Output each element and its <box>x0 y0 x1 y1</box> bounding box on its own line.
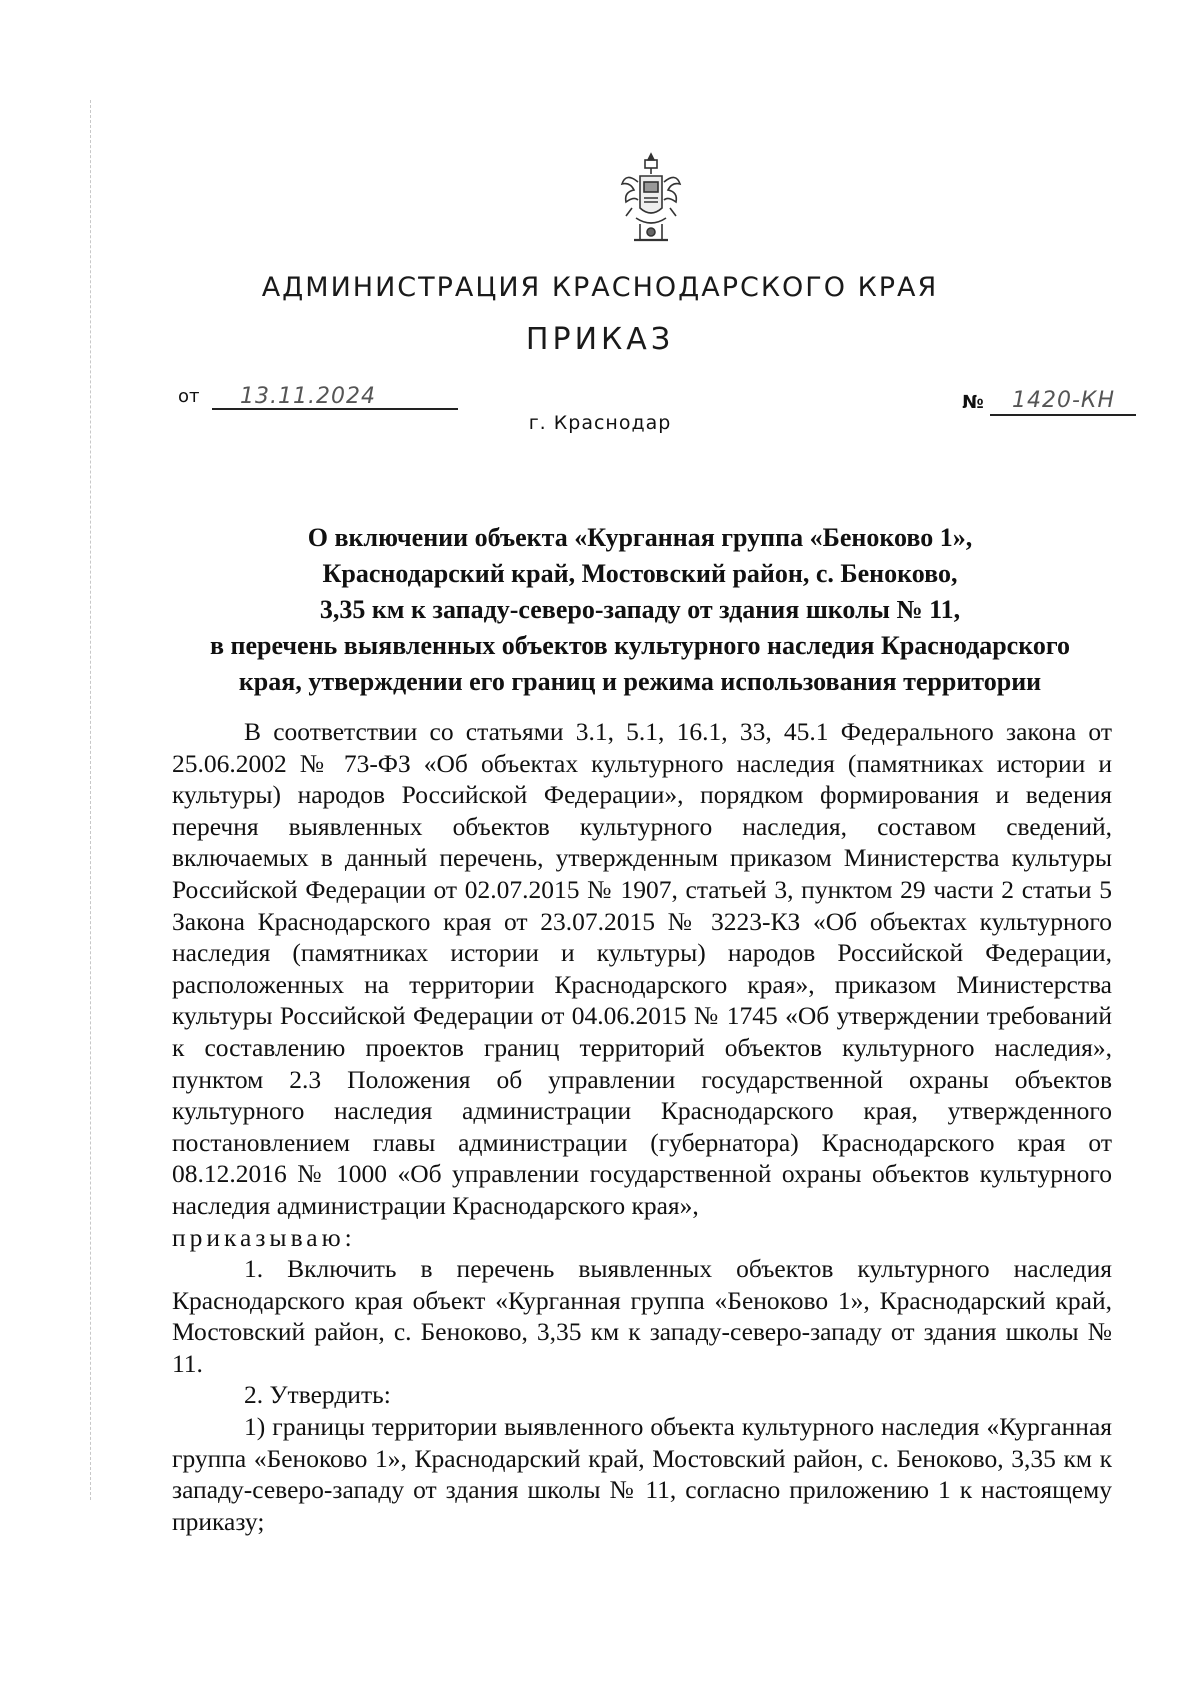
document-body <box>172 716 1112 1537</box>
number-handwritten: 1420-КН <box>1012 388 1116 413</box>
scan-edge <box>90 100 91 1500</box>
date-handwritten: 13.11.2024 <box>240 384 376 409</box>
document-type: ПРИКАЗ <box>525 322 675 357</box>
title-line: 3,35 км к западу-северо-западу от здания школы № 11, <box>319 595 961 624</box>
organization-name: АДМИНИСТРАЦИЯ КРАСНОДАРСКОГО КРАЯ <box>261 272 939 303</box>
title-line: в перечень выявленных объектов культурного наследия Краснодарского <box>209 631 1071 660</box>
order-word: приказываю: <box>172 1222 356 1252</box>
city: г. Краснодар <box>528 412 672 434</box>
coat-of-arms-emblem <box>616 152 686 247</box>
item-2-1-paragraph: 1) границы территории выявленного объекта культурного наследия «Курганная группа «Беноково 1», Краснодарский край, Мостовский район, с. Беноково, 3,35 км к западу-северо-западу от здания школы № 11, согласно приложению 1 к настоящему приказу; <box>172 1412 1112 1536</box>
title-line: края, утверждении его границ и режима использования территории <box>238 667 1042 696</box>
title-line: О включении объекта «Курганная группа «Беноково 1», <box>307 523 973 552</box>
item-2-paragraph: 2. Утвердить: <box>244 1380 391 1410</box>
number-label: № <box>962 392 984 413</box>
preamble-paragraph: В соответствии со статьями 3.1, 5.1, 16.1, 33, 45.1 Федерального закона от 25.06.2002 № 73-ФЗ «Об объектах культурного наследия (памятниках истории и культуры) народов Российской Федерации», порядком формирования и ведения перечня выявленных объектов культурного наследия, составом сведений, включаемых в данный перечень, утвержденным приказом Министерства культуры Российской Федерации от 02.07.2015 № 1907, статьей 3, пунктом 29 части 2 статьи 5 Закона Краснодарского края от 23.07.2015 № 3223-КЗ «Об объектах культурного наследия (памятниках истории и культуры) народов Российской Федерации, расположенных на территории Краснодарского края», приказом Министерства культуры Российской Федерации от 04.06.2015 № 1745 «Об утверждении требований к составлению проектов границ территорий объектов культурного наследия», пунктом 2.3 Положения об управлении государственной охраны объектов культурного наследия администрации Краснодарского края, утвержденного постановлением главы администрации (губернатора) Краснодарского края от 08.12.2016 № 1000 «Об управлении государственной охраны объектов культурного наследия администрации Краснодарского края», <box>172 717 1112 1220</box>
document-title <box>170 520 1110 700</box>
item-1-paragraph: 1. Включить в перечень выявленных объектов культурного наследия Краснодарского края объект «Курганная группа «Беноково 1», Краснодарский край, Мостовский район, с. Беноково, 3,35 км к западу-северо-западу от здания школы № 11. <box>172 1254 1112 1378</box>
title-line: Краснодарский край, Мостовский район, с. Беноково, <box>322 559 958 588</box>
date-label: от <box>178 386 200 407</box>
